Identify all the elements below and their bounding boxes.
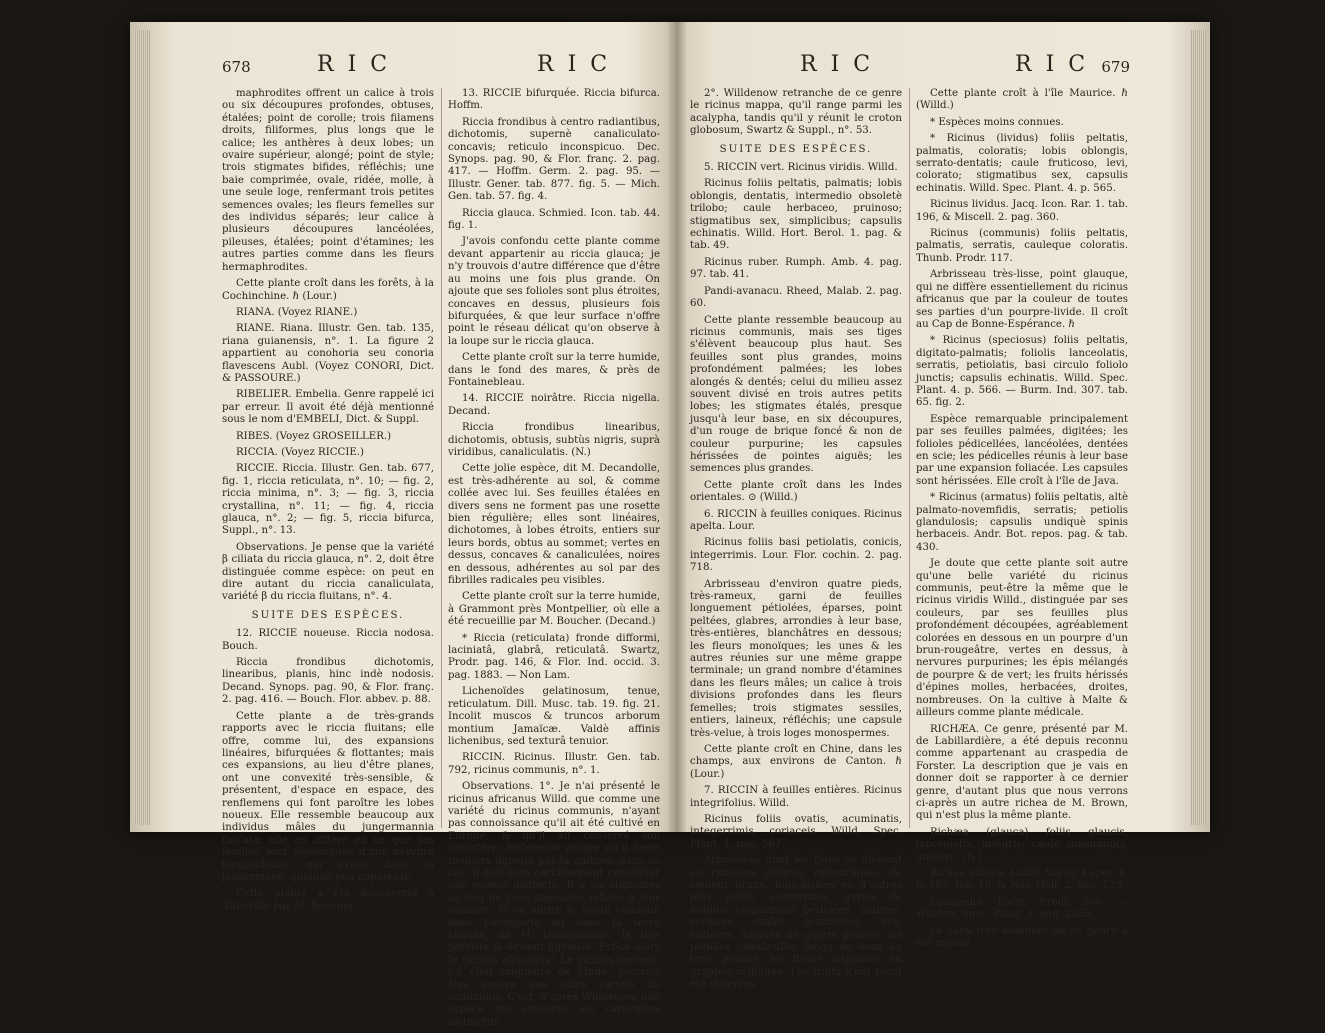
- page-number: 678: [222, 58, 251, 76]
- paragraph: Craspedia. Forst. Prodr. 306. — Willden. Spec. Plant. 3. pag. 2355.: [916, 896, 1128, 921]
- paragraph: Je doute que cette plante soit autre qu'une belle variété du ricinus communis, peut-être la même que le ricinus viridis Willd., distinguée par ses couleurs, par ses feuilles plus profondément découpées, agréablement colorées en dessous en un pourpre d'un brun-rougeâtre, vertes en dessus, à nervures purpurines; les épis mélangés de pourpre & de vert; les fruits hérissés d'épines molles, herbacées, droites, nombreuses. On la cultive à Malte & ailleurs comme plante médicale.: [916, 558, 1128, 719]
- paragraph: Ricinus foliis ovatis, acuminatis, integerrimis, coriaceis. Willd. Spec. Plant. 4. pag. 567.: [690, 813, 902, 850]
- paragraph: 12. RICCIE noueuse. Riccia nodosa. Bouch.: [222, 628, 434, 652]
- paragraph: Ricinus lividus. Jacq. Icon. Rar. 1. tab. 196, & Miscell. 2. pag. 360.: [916, 199, 1128, 223]
- running-head: RIC: [1015, 52, 1100, 77]
- paragraph: Ricinus foliis basi petiolatis, conicis, integerrimis. Lour. Flor. cochin. 2. pag. 718.: [690, 537, 902, 574]
- paragraph: Richæa (glauca) foliis glaucis, lanceolatis, integris; caule subsimplici, unifloro. (N.): [916, 826, 1128, 863]
- paragraph: RIANE. Riana. Illustr. Gen. tab. 135, riana guianensis, n°. 1. La figure 2 appartient au conohoria seu conoria flavescens Aubl. (Voyez CONORI, Dict. & PASSOURE.): [222, 323, 434, 384]
- paragraph: Cette plante a été découverte à Abbeville par M. Boucher.: [222, 888, 434, 912]
- paragraph: SUITE DES ESPÈCES.: [251, 609, 405, 621]
- paragraph: Cette plante croît en Chine, dans les champs, aux environs de Canton. ℏ (Lour.): [690, 743, 902, 780]
- paragraph: * Ricinus (armatus) foliis peltatis, altè palmato-novemfidis, serratis; petiolis glandulosis; capsulis undiquè spinis herbaceis. Andr. Bot. repos. pag. & tab. 430.: [916, 492, 1128, 553]
- paragraph: 5. RICCIN vert. Ricinus viridis. Willd.: [704, 162, 898, 174]
- paragraph: Cette plante croît dans les forêts, à la Cochinchine. ℏ (Lour.): [222, 278, 434, 302]
- paragraph: RICHÆA. Ce genre, présenté par M. de Labillardière, a été depuis reconnu comme appartenant au craspedia de Forster. La description que je vais en donner doit se rapporter à ce dernier genre, d'autant plus que nous verrons ci-après un autre richea de M. Brown, qui n'est plus la même plante.: [916, 723, 1128, 822]
- paragraph: Riccia frondibus dichotomis, linearibus, planis, hinc indè nodosis. Decand. Synops. pag. 90, & Flor. franç. 2. pag. 416. — Bouch. Flor. abbev. p. 88.: [222, 657, 434, 706]
- paragraph: RICCIE. Riccia. Illustr. Gen. tab. 677, fig. 1, riccia reticulata, n°. 10; — fig. 2, riccia minima, n°. 3; — fig. 3, riccia crystallina, n°. 11; — fig. 4, riccia glauca, n°. 2; — fig. 5, riccia bifurca, Suppl., n°. 13.: [222, 463, 434, 537]
- paragraph: 14. RICCIE noirâtre. Riccia nigella. Decand.: [448, 393, 660, 417]
- paragraph: J'avois confondu cette plante comme devant appartenir au riccia glauca; je n'y trouvois d'autre différence que d'être au moins une fois plus grande. On ajoute que ses folioles sont plus étroites, concaves en dessus, plusieurs fois bifurquées, & que leur surface n'offre point le réseau délicat qu'on observe à la loupe sur le riccia glauca.: [448, 236, 660, 347]
- right-page-header: [690, 42, 1130, 76]
- paragraph: Ricinus ruber. Rumph. Amb. 4. pag. 97. tab. 41.: [690, 256, 902, 281]
- paragraph: 7. RICCIN à feuilles entières. Ricinus integrifolius. Willd.: [690, 785, 902, 809]
- paragraph: Cette plante a de très-grands rapports avec le riccia fluitans; elle offre, comme lui, des expansions linéaires, bifurquées & flottantes; mais ces expansions, au lieu d'être planes, ont une convexité très-sensible, & présentent, d'espace en espace, des renflemens qui font paroître les lobes noueux. Elle ressemble beaucoup aux individus mâles du jungermannia furcata; elle en diffère en ce que ses feuilles sont dépourvues d'une nervure longitudinale qui existe dans la jongermane, quoique peu apparente.: [222, 710, 434, 883]
- column-rule: [909, 88, 910, 828]
- paragraph: Cette plante croît dans les Indes orientales. ⊙ (Willd.): [690, 479, 902, 504]
- paragraph: Riccia frondibus linearibus, dichotomis, obtusis, subtùs nigris, suprà viridibus, canaliculatis. (N.): [448, 422, 660, 458]
- page-number: 679: [1101, 58, 1130, 76]
- right-page: [690, 42, 1130, 991]
- paragraph: Observations. 1°. Je n'ai présenté le ricinus africanus Willd. que comme une variété du ricinus communis, n'ayant pas connoissance qu'il ait été cultivé en Europe, & qu'il ait conservé son caractère. Willdenow assure qu'il reste toujours ligneux par la culture; dans ce cas, il doit bien certainement constituer une espèce distincte. Il a six stigmates au lieu de trois stigmates bifides à leur sommet. Si on abrite le riccin commun dans l'orangerie ou dans la serre chaude, dit M. Desfontaines, la tige persiste & devient ligneuse. Est-ce alors le ricinus africanus? Le ricinus inermis, s'il étoit originaire de l'Inde, pourroit être encore une autre variété du communis. C'est, d'après Willdenow, une espèce qui conserve les caractères distinctifs.: [448, 781, 660, 1028]
- paragraph: Cette jolie espèce, dit M. Decandolle, est très-adhérente au sol, & comme collée avec lui. Ses feuilles étalées en divers sens ne forment pas une rosette bien régulière; elles sont linéaires, dichotomes, à lobes étroits, entiers sur leurs bords, obtus au sommet; vertes en dessus, concaves & canaliculées, noires en dessous, adhérentes au sol par des fibrilles radicales peu visibles.: [448, 463, 660, 587]
- paragraph: Arbrisseau d'environ quatre pieds, très-rameux, garni de feuilles longuement pétiolées, éparses, point peltées, glabres, arrondies à leur base, très-entières, blanchâtres en dessous; les fleurs monoïques; les unes & les autres réunies sur une même grappe terminale; un grand nombre d'étamines dans les fleurs mâles; un calice à trois divisions profondes dans les fleurs femelles; trois stigmates sessiles, entiers, laineux, réfléchis; une capsule très-velue, à trois loges monospermes.: [690, 578, 902, 739]
- paragraph: Cette plante croît sur la terre humide, dans le fond des mares, & près de Fontainebleau.: [448, 352, 660, 388]
- paragraph: RICCIA. (Voyez RICCIE.): [236, 446, 365, 458]
- paragraph: Ricinus (communis) foliis peltatis, palmatis, serratis, cauleque coloratis. Thunb. Prodr. 117.: [916, 228, 1128, 264]
- column-rule: [441, 88, 442, 828]
- paragraph: Pandi-avanacu. Rheed, Malab. 2. pag. 60.: [690, 285, 902, 310]
- paragraph: RIBES. (Voyez GROSEILLER.): [236, 430, 392, 442]
- paragraph: RICCIN. Ricinus. Illustr. Gen. tab. 792, ricinus communis, n°. 1.: [448, 752, 660, 776]
- paragraph: 6. RICCIN à feuilles coniques. Ricinus apelta. Lour.: [690, 508, 902, 532]
- paragraph: 13. RICCIE bifurquée. Riccia bifurca. Hoffm.: [448, 88, 660, 112]
- paragraph: RIANA. (Voyez RIANE.): [236, 306, 358, 318]
- paragraph: Riccia frondibus à centro radiantibus, dichotomis, supernè canaliculato-concavis; reticulo inconspicuo. Dec. Synops. pag. 90, & Flor. franç. 2. pag. 417. — Hoffm. Germ. 2. pag. 95. — Illustr. Gener. tab. 877. fig. 5. — Mich. Gen. tab. 57. fig. 4.: [448, 116, 660, 203]
- left-page-column-1: [222, 88, 434, 917]
- paragraph: * Ricinus (lividus) foliis peltatis, palmatis, coloratis; lobis oblongis, serrato-dentatis; caule fruticoso, levi, colorato; stigmatibus sex, capsulis echinatis. Willd. Spec. Plant. 4. p. 565.: [916, 133, 1128, 194]
- paragraph: Arbrisseau dont les tiges se divisent en rameaux glabres, cylindriques, de couleur brune, fous-divisés en d'autres plus petits, comprimés, garnis de feuilles longuement pétiolées, glabres, coriaces, ovales, acuminées, très-entières, longues de quatre pouces; les pétioles canaliculés, longs de deux ou trois pouces; les fleurs disposées en grappes axillaires. Les fruits n'ont point été observés.: [690, 855, 902, 991]
- paragraph: * Riccia (reticulata) fronde difformi, laciniatâ, glabrâ, reticulatâ. Swartz, Prodr. pag. 146, & Flor. Ind. occid. 3. pag. 1883. — Non Lam.: [448, 632, 660, 681]
- paragraph: Espèce remarquable principalement par ses feuilles palmées, digitées; les folioles pédicellées, lancéolées, dentées en scie; les pédicelles réunis à leur base par une expansion foliacée. Les capsules sont hérissées. Elle croît à l'île de Java.: [916, 413, 1128, 487]
- running-head: RIC: [537, 52, 622, 77]
- paragraph: RIBELIER. Embelia. Genre rappelé ici par erreur. Il avoit été déjà mentionné sous le nom d'EMBELI, Dict. & Suppl.: [222, 389, 434, 426]
- paragraph: Cette plante croît sur la terre humide, à Grammont près Montpellier, où elle a été recueillie par M. Boucher. (Decand.): [448, 591, 660, 628]
- paragraph: maphrodites offrent un calice à trois ou six découpures profondes, obtuses, étalées; point de corolle; trois filamens droits, filiformes, plus longs que le calice; les anthères à deux lobes; un ovaire supérieur, alongé; point de style; trois stigmates bifides, réfléchis; une baie comprimée, ovale, ridée, molle, à une seule loge, renfermant trois petites semences ovales; les fleurs femelles sur des individus séparés; leur calice à plusieurs découpures lancéolées, pileuses, étalées; point d'étamines; les autres parties comme dans les fleurs hermaphrodites.: [222, 88, 434, 273]
- left-page-edge: [134, 30, 150, 825]
- right-page-column-1: [690, 88, 902, 996]
- paragraph: Cette plante croît à l'île Maurice. ℏ (Willd.): [916, 88, 1128, 112]
- paragraph: Cette plante ressemble beaucoup au ricinus communis, mais ses tiges s'élèvent beaucoup plus haut. Ses feuilles sont plus grandes, moins profondément palmées; les lobes alongés & dentés; celui du milieu assez souvent divisé en trois autres petits lobes; les stigmates étalés, presque jusqu'à leur base, en six découpures, d'un rouge de brique foncé & non de couleur purpurine; les capsules hérissées de pointes aiguës; les semences plus grandes.: [690, 314, 902, 475]
- right-page-column-2: [916, 88, 1128, 954]
- paragraph: Arbrisseau très-lisse, point glauque, qui ne diffère essentiellement du ricinus africanus que par la couleur de toutes ses parties d'un pourpre-livide. Il croît au Cap de Bonne-Espérance. ℏ: [916, 269, 1128, 330]
- running-head: RIC: [317, 52, 402, 77]
- right-page-edge: [1190, 30, 1206, 825]
- paragraph: * Espèces moins connues.: [930, 116, 1064, 128]
- paragraph: Lichenoïdes gelatinosum, tenue, reticulatum. Dill. Musc. tab. 19. fig. 21. Incolit muscos & truncos arborum montium Jamaïcæ. Valdè affinis lichenibus, sed texturâ tenuior.: [448, 686, 660, 747]
- paragraph: SUITE DES ESPÈCES.: [719, 143, 873, 155]
- left-page: [222, 42, 662, 1028]
- paragraph: Le caractère essentiel de ce genre a été exposé: [916, 925, 1128, 949]
- paragraph: * Ricinus (speciosus) foliis peltatis, digitato-palmatis; foliolis lanceolatis, serratis, petiolatis, basi circulo foliolo junctis; capsulis echinatis. Willd. Spec. Plant. 4. p. 566. — Burm. Ind. 307. tab. 65. fig. 2.: [916, 335, 1128, 409]
- left-page-column-2: [448, 88, 660, 1033]
- paragraph: Riccia glauca. Schmied. Icon. tab. 44. fig. 1.: [448, 207, 660, 232]
- paragraph: 2°. Willdenow retranche de ce genre le ricinus mappa, qu'il range parmi les acalypha, tandis qu'il y réunit le croton globosum, Swartz & Suppl., n°. 53.: [690, 88, 902, 137]
- paragraph: Ricinus foliis peltatis, palmatis; lobis oblongis, dentatis, intermedio obsoletè trilobo; caule herbaceo, pruinoso; stigmatibus sex, simplicibus; capsulis echinatis. Willd. Hort. Berol. 1. pag. & tab. 49.: [690, 178, 902, 252]
- running-head: RIC: [800, 52, 885, 77]
- paragraph: Richea glauca. Labill. Voyag. Laper. 1. p. 187. tab. 16, & Nov. Holl. 2. pag. 123.: [916, 867, 1128, 892]
- book-spine: [667, 22, 687, 832]
- left-page-header: [222, 42, 662, 76]
- paragraph: Observations. Je pense que la variété β ciliata du riccia glauca, n°. 2, doit être distinguée comme espèce: on peut en dire autant du riccia canaliculata, variété β du riccia fluitans, n°. 4.: [222, 541, 434, 603]
